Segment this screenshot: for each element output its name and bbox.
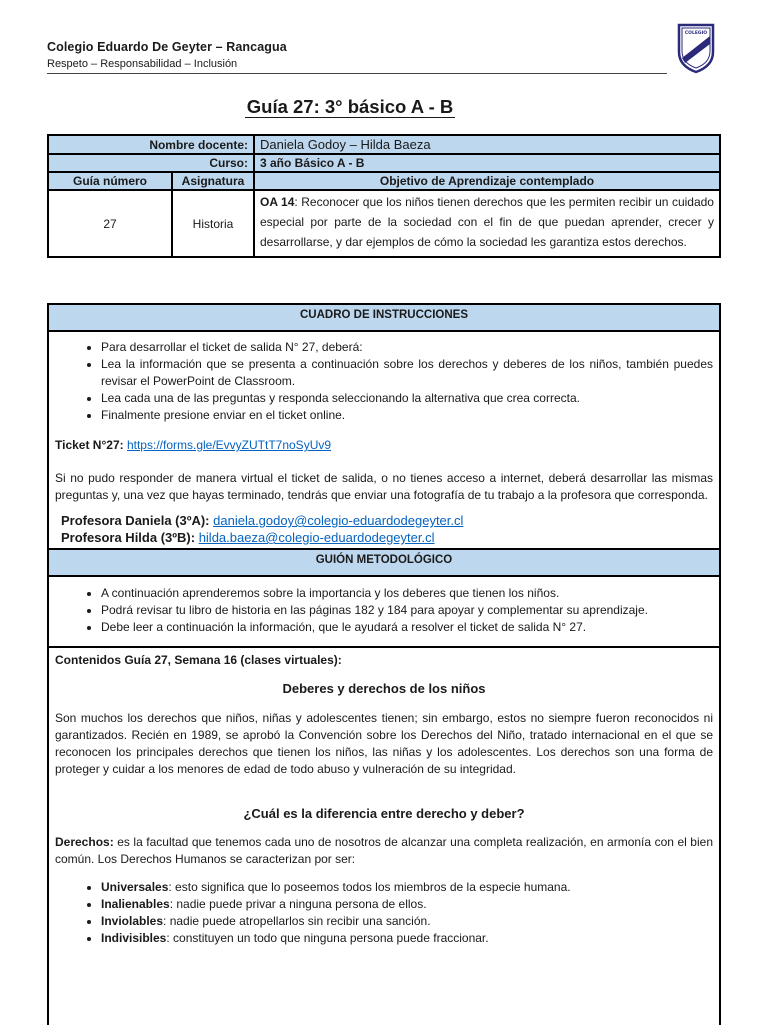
col-asignatura: Asignatura — [172, 172, 254, 190]
docente-value: Daniela Godoy – Hilda Baeza — [254, 135, 720, 154]
list-item: • Inviolables: nadie puede atropellarlos sin recibir una sanción. — [101, 913, 719, 930]
docente-label: Nombre docente: — [48, 135, 254, 154]
contenidos-paragraph: Son muchos los derechos que niños, niñas y adolescentes tienen; sin embargo, estos no siempre fueron reconocidos ni garantizados. Recién en 1989, se aprobó la Convención sobre los Derechos del Niño, tratado internacional en el que se reconocen los principales derechos que tienen los niños, las niñas y los adolescentes. Los derechos son una forma de proteger y cuidar a los menores de edad de todo abuso y vulneración de su integridad. — [55, 711, 713, 776]
ticket-line: Ticket N°27: https://forms.gle/EvvyZUTtT7noSyUv9 — [55, 438, 332, 452]
list-item: • Universales: esto significa que lo poseemos todos los miembros de la especie humana. — [101, 879, 719, 896]
school-motto: Respeto – Responsabilidad – Inclusión — [47, 58, 238, 70]
email-hilda-link[interactable]: hilda.baeza@colegio-eduardodegeyter.cl — [198, 530, 435, 545]
list-item: • Indivisibles: constituyen un todo que ninguna persona puede fraccionar. — [101, 930, 719, 947]
list-item: • Lea cada una de las preguntas y responda seleccionando la alternativa que crea correcta. — [101, 390, 719, 407]
list-item: • Lea la información que se presenta a continuación sobre los derechos y deberes de los niños, también puedes revisar el PowerPoint de Classroom. — [101, 356, 719, 390]
derechos-definition: Derechos: es la facultad que tenemos cada uno de nosotros de alcanzar una completa realización, en armonía con el bien común. Los Derechos Humanos se caracterizan por ser: — [55, 835, 713, 866]
ticket-link[interactable]: https://forms.gle/EvvyZUTtT7noSyUv9 — [126, 438, 332, 452]
instrucciones-heading: CUADRO DE INSTRUCCIONES — [49, 305, 719, 332]
contenidos-section — [49, 646, 719, 947]
list-item: • A continuación aprenderemos sobre la importancia y los deberes que tienen los niños. — [101, 585, 719, 602]
instrucciones-list — [49, 339, 719, 424]
traits-list — [49, 879, 719, 947]
info-table — [47, 134, 721, 258]
email-daniela-link[interactable]: daniela.godoy@colegio-eduardodegeyter.cl — [213, 513, 464, 528]
col-objetivo: Objetivo de Aprendizaje contemplado — [254, 172, 720, 190]
list-item: • Inalienables: nadie puede privar a ninguna persona de ellos. — [101, 896, 719, 913]
school-name: Colegio Eduardo De Geyter – Rancagua — [47, 40, 287, 54]
list-item: • Debe leer a continuación la información, que le ayudará a resolver el ticket de salida N° 27. — [101, 619, 719, 636]
header-divider — [47, 73, 667, 74]
guia-number: 27 — [48, 190, 172, 257]
contenidos-label: Contenidos Guía 27, Semana 16 (clases virtuales): — [55, 653, 342, 667]
list-item: • Finalmente presione enviar en el ticket online. — [101, 407, 719, 424]
curso-value: 3 año Básico A - B — [254, 154, 720, 172]
instrucciones-note: Si no pudo responder de manera virtual el ticket de salida, o no tienes acceso a internet, deberá desarrollar las mismas preguntas y, una vez que hayas terminado, tendrás que enviar una fotografía de tu trabajo a la profesora que corresponda. — [55, 471, 713, 502]
col-guia-numero: Guía número — [48, 172, 172, 190]
profesora-daniela: Profesora Daniela (3ºA): daniela.godoy@colegio-eduardodegeyter.cl — [61, 513, 464, 528]
profesora-hilda: Profesora Hilda (3ºB): hilda.baeza@colegio-eduardodegeyter.cl — [61, 530, 435, 545]
content-box — [47, 303, 721, 1025]
list-item: • Podrá revisar tu libro de historia en las páginas 182 y 184 para apoyar y complementar su aprendizaje. — [101, 602, 719, 619]
list-item: • Para desarrollar el ticket de salida N° 27, deberá: — [101, 339, 719, 356]
diferencia-question: ¿Cuál es la diferencia entre derecho y deber? — [243, 806, 525, 821]
contenidos-subtitle: Deberes y derechos de los niños — [282, 681, 486, 696]
page-header — [47, 40, 667, 70]
curso-label: Curso: — [48, 154, 254, 172]
crest-text: COLEGIO — [684, 31, 708, 36]
school-crest-icon — [676, 22, 716, 74]
objetivo-text: OA 14: Reconocer que los niños tienen derechos que les permiten recibir un cuidado especial por parte de la sociedad con el fin de que puedan aprender, crecer y desarrollarse, y dar ejemplos de cómo la sociedad les garantiza estos derechos. — [254, 190, 720, 257]
asignatura-value: Historia — [172, 190, 254, 257]
guion-list — [49, 585, 719, 636]
guion-heading: GUIÓN METODOLÓGICO — [49, 548, 719, 577]
page-title: Guía 27: 3° básico A - B — [246, 96, 454, 117]
